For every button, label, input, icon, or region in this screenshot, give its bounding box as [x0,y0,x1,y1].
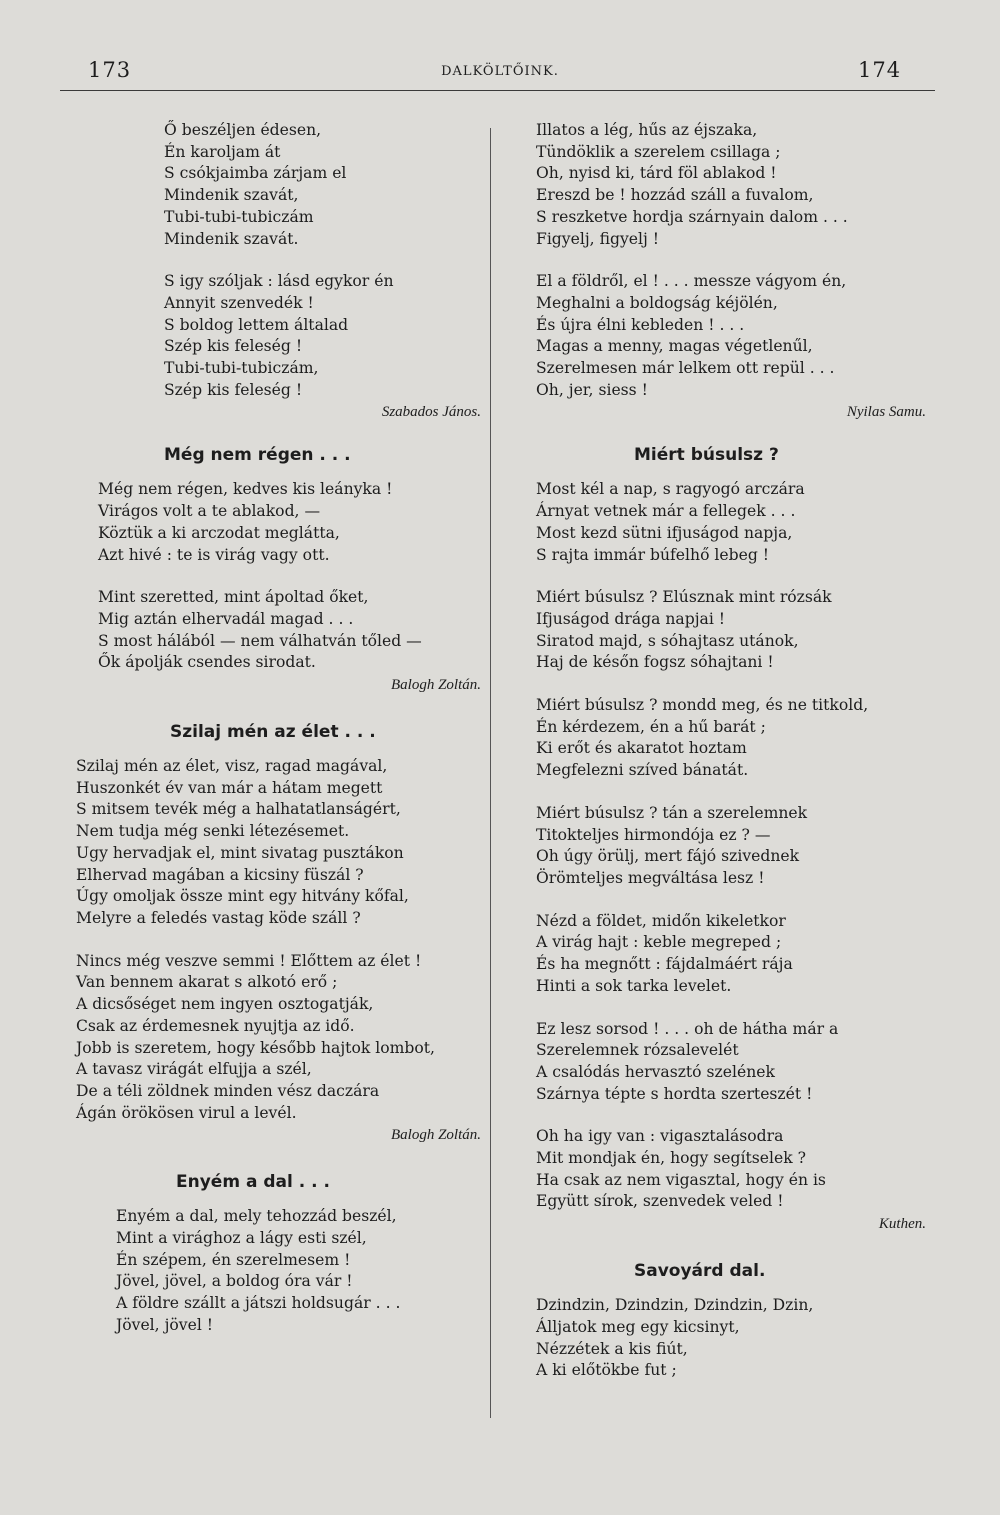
left-column [76,120,481,1337]
verse-line: Ő beszéljen édesen, [164,121,322,139]
verse-line: S igy szóljak : lásd egykor én [164,272,394,291]
stanza [116,1206,481,1336]
stanza [536,803,926,890]
stanza [536,271,926,401]
verse-line: Ereszd be ! hozzád száll a fuvalom, [536,186,814,205]
verse-line: Ágán örökösen virul a levél. [76,1103,297,1122]
verse-line: Mig aztán elhervadál magad . . . [98,609,354,628]
verse-line: S mitsem tevék még a halhatatlanságért, [76,800,401,819]
verse-line: A földre szállt a játszi holdsugár . . . [116,1294,401,1313]
verse-line: Jövel, jövel ! [116,1315,214,1334]
verse-line: Ifjuságod drága napjai ! [536,609,726,628]
stanza [536,120,926,250]
verse-line: Szárnya tépte s hordta szerteszét ! [536,1084,813,1103]
verse-line: Ugy hervadjak el, mint sivatag pusztákon [76,843,404,862]
verse-line: Én szépem, én szerelmesem ! [116,1250,351,1269]
verse-line: De a téli zöldnek minden vész daczára [76,1081,380,1100]
verse-line: Miért búsulsz ? Elúsznak mint rózsák [536,588,832,607]
poem-body [536,1295,926,1382]
poem-title: Szilaj mén az élet . . . [170,722,376,743]
poem-body [76,1206,481,1336]
verse-line: Enyém a dal, mely tehozzád beszél, [116,1207,397,1226]
verse-line: Köztük a ki arczodat meglátta, [98,523,340,542]
verse-line: Ki erőt és akaratot hoztam [536,739,747,758]
verse-line: A ki előtökbe fut ; [536,1361,677,1380]
poem-author: Balogh Zoltán. [390,677,481,694]
verse-line: Együtt sírok, szenvedek veled ! [536,1192,784,1211]
verse-line: Úgy omoljak össze mint egy hitvány kőfal, [76,887,409,906]
verse-line: Nézd a földet, midőn kikeletkor [536,911,786,930]
poem-body [536,479,926,1213]
poem-continuation-left [76,120,481,401]
verse-line: Jövel, jövel, a boldog óra vár ! [116,1272,353,1291]
verse-line: Elhervad magában a kicsiny füszál ? [76,865,364,884]
stanza [76,756,481,930]
verse-line: Miért búsulsz ? tán a szerelemnek [536,803,808,822]
stanza [536,1019,926,1106]
verse-line: Szerelemnek rózsalevelét [536,1041,739,1060]
verse-line: Mint a virághoz a lágy esti szél, [116,1229,367,1248]
verse-line: Ha csak az nem vigasztal, hogy én is [536,1170,826,1189]
verse-line: S most hálából — nem válhatván tőled — [98,631,422,650]
verse-line: Van bennem akarat s alkotó erő ; [76,973,338,992]
verse-line: Nincs még veszve semmi ! Előttem az élet ! [76,951,422,970]
verse-line: Most kezd sütni ifjuságod napja, [536,523,793,542]
verse-line: Annyit szenvedék ! [164,293,314,312]
poem-continuation-right [536,120,926,401]
verse-line: Megfelezni szíved bánatát. [536,761,749,780]
poem-title: Miért búsulsz ? [634,445,779,466]
verse-line: Oh, jer, siess ! [536,380,648,399]
verse-line: A virág hajt : keble megreped ; [536,933,782,952]
page-header [0,52,1000,92]
verse-line: S reszketve hordja szárnyain dalom . . . [536,207,848,226]
verse-line: Huszonkét év van már a hátam megett [76,778,383,797]
verse-line: Azt hivé : te is virág vagy ott. [98,545,330,564]
verse-line: Tündöklik a szerelem csillaga ; [536,142,781,161]
column-divider [490,128,491,1418]
header-rule [60,90,935,91]
verse-line: Szilaj mén az élet, visz, ragad magával, [76,757,388,776]
verse-line: A dicsőséget nem ingyen osztogatják, [76,995,374,1014]
verse-line: El a földről, el ! . . . messze vágyom én, [536,272,847,291]
verse-line: Siratod majd, s sóhajtasz utánok, [536,631,799,650]
poem-author: Szabados János. [381,404,481,421]
poem-title: Enyém a dal . . . [176,1172,330,1193]
verse-line: Melyre a feledés vastag köde száll ? [76,908,361,927]
verse-line: Tubi-tubi-tubiczám [164,207,314,226]
verse-line: Oh úgy örülj, mert fájó szivednek [536,847,800,866]
verse-line: Dzindzin, Dzindzin, Dzindzin, Dzin, [536,1296,814,1315]
stanza [536,695,926,782]
verse-line: Csak az érdemesnek nyujtja az idő. [76,1016,355,1035]
stanza [536,1126,926,1213]
verse-line: És ha megnőtt : fájdalmáért rája [536,955,793,974]
stanza [536,587,926,674]
verse-line: Jobb is szeretem, hogy később hajtok lombot, [76,1038,435,1057]
verse-line: Virágos volt a te ablakod, — [98,502,321,521]
page-number-left: 173 [88,58,132,82]
poem-author: Kuthen. [878,1216,926,1233]
verse-line: Mint szeretted, mint ápoltad őket, [98,588,369,607]
verse-line: Figyelj, figyelj ! [536,229,660,248]
verse-line: Oh, nyisd ki, tárd föl ablakod ! [536,164,777,183]
verse-line: A csalódás hervasztó szelének [536,1062,775,1081]
poem-title: Savoyárd dal. [634,1261,766,1282]
verse-line: Én kérdezem, én a hű barát ; [536,717,766,736]
verse-line: Tubi-tubi-tubiczám, [164,359,319,378]
verse-line: Meghalni a boldogság kéjölén, [536,293,778,312]
verse-line: Haj de későn fogsz sóhajtani ! [536,653,774,672]
running-header-title: DALKÖLTŐINK. [441,64,559,79]
verse-line: Nem tudja még senki létezésemet. [76,822,350,841]
verse-line: Álljatok meg egy kicsinyt, [536,1317,740,1336]
stanza [164,120,481,250]
stanza [164,271,481,401]
verse-line: S boldog lettem általad [164,315,349,334]
verse-line: Mindenik szavát. [164,229,299,248]
stanza [536,1295,926,1382]
verse-line: Titokteljes hirmondója ez ? — [536,825,771,844]
stanza [536,479,926,566]
poem-body [76,756,481,1124]
poem-author: Nyilas Samu. [846,404,926,421]
verse-line: És újra élni kebleden ! . . . [536,315,745,334]
stanza [536,911,926,998]
verse-line: Örömteljes megváltása lesz ! [536,868,765,887]
verse-line: Még nem régen, kedves kis leányka ! [98,480,393,499]
verse-line: Magas a menny, magas végetlenűl, [536,337,813,356]
verse-line: Szép kis feleség ! [164,380,303,399]
poem-body [76,479,481,674]
verse-line: Én karoljam át [164,142,281,161]
verse-line: Oh ha igy van : vigasztalásodra [536,1127,784,1146]
right-column [536,120,926,1382]
verse-line: Nézzétek a kis fiút, [536,1339,688,1358]
verse-line: Mindenik szavát, [164,186,299,205]
stanza [76,951,481,1125]
verse-line: Szerelmesen már lelkem ott repül . . . [536,359,835,378]
verse-line: Miért búsulsz ? mondd meg, és ne titkold, [536,696,869,715]
stanza [98,479,481,566]
poem-author: Balogh Zoltán. [390,1127,481,1144]
verse-line: S csókjaimba zárjam el [164,164,347,183]
poem-title: Még nem régen . . . [164,445,351,466]
verse-line: Ez lesz sorsod ! . . . oh de hátha már a [536,1019,839,1038]
verse-line: Most kél a nap, s ragyogó arczára [536,480,805,499]
verse-line: Ők ápolják csendes sirodat. [98,653,316,672]
verse-line: Mit mondjak én, hogy segítselek ? [536,1149,806,1168]
verse-line: Illatos a lég, hűs az éjszaka, [536,121,758,139]
verse-line: Szép kis feleség ! [164,337,303,356]
verse-line: Árnyat vetnek már a fellegek . . . [536,502,796,521]
stanza [98,587,481,674]
verse-line: Hinti a sok tarka levelet. [536,976,732,995]
page-number-right: 174 [858,58,902,82]
verse-line: S rajta immár búfelhő lebeg ! [536,545,770,564]
verse-line: A tavasz virágát elfujja a szél, [76,1060,312,1079]
